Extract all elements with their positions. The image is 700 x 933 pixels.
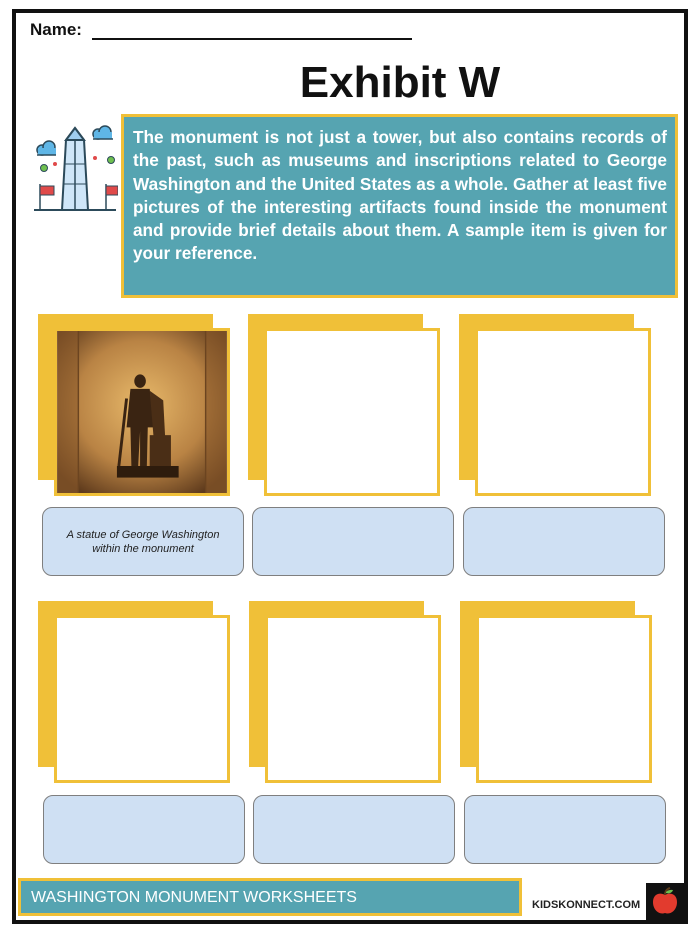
artifact-photo-frame-2[interactable]: [264, 328, 440, 496]
artifact-caption-2[interactable]: [252, 507, 454, 576]
artifact-card-6: [460, 601, 650, 781]
artifact-caption-3[interactable]: [463, 507, 665, 576]
name-field[interactable]: [92, 38, 412, 40]
artifact-caption-4[interactable]: [43, 795, 245, 864]
artifact-card-3: [459, 314, 649, 494]
artifact-card-1: [38, 314, 228, 494]
apple-icon: [646, 883, 684, 921]
artifact-card-5: [249, 601, 439, 781]
artifact-photo-frame-6[interactable]: [476, 615, 652, 783]
worksheet-series-title: WASHINGTON MONUMENT WORKSHEETS: [18, 878, 522, 916]
artifact-photo-frame-5[interactable]: [265, 615, 441, 783]
monument-icon: [32, 124, 118, 216]
artifact-photo-frame-4[interactable]: [54, 615, 230, 783]
artifact-caption-5[interactable]: [253, 795, 455, 864]
artifact-photo-frame-1: [54, 328, 230, 496]
brand-name: KIDSKONNECT.COM: [532, 899, 641, 911]
name-label: Name:: [30, 20, 82, 39]
instructions-box: The monument is not just a tower, but also contains records of the past, such as museums and inscriptions related to George Washington and the United States as a whole. Gather at least five pictures of the interesting artifacts found inside the monument and provide brief details about them. A sample item is given for your reference.: [121, 114, 678, 298]
cloud-icon-right: [93, 126, 113, 139]
artifact-caption-6[interactable]: [464, 795, 666, 864]
artifact-photo-frame-3[interactable]: [475, 328, 651, 496]
cloud-icon-left: [37, 141, 56, 155]
artifact-caption-1: A statue of George Washington within the monument: [42, 507, 244, 576]
artifact-card-2: [248, 314, 438, 494]
george-washington-statue-photo: [57, 331, 227, 493]
artifact-card-4: [38, 601, 228, 781]
page-title: Exhibit W: [299, 58, 501, 107]
